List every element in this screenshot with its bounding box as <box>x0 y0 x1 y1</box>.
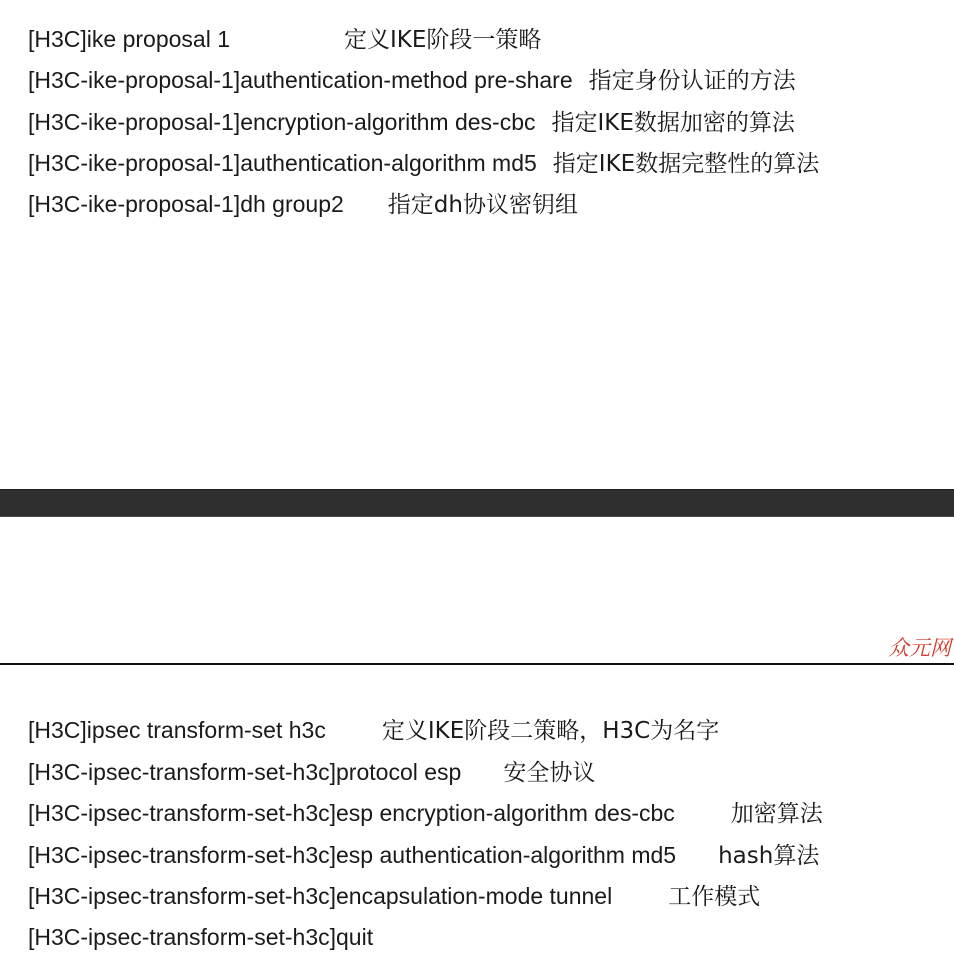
comment-text: 指定IKE数据加密的算法 <box>551 110 795 136</box>
page-separator <box>0 489 954 517</box>
comment-text: 定义IKE阶段一策略 <box>344 27 542 53</box>
comment-text: 安全协议 <box>503 760 596 786</box>
ipsec-quit-line <box>28 922 373 952</box>
command-text: [H3C]ipsec transform-set h3c <box>28 717 326 743</box>
command-text: [H3C-ipsec-transform-set-h3c]quit <box>28 924 374 950</box>
ike-proposal-line <box>28 24 541 54</box>
header-rule <box>0 663 954 665</box>
command-text: [H3C-ipsec-transform-set-h3c]esp authentication-algorithm md5 <box>28 842 677 868</box>
comment-text: 工作模式 <box>668 884 761 910</box>
ike-encryption-line <box>28 107 795 137</box>
ipsec-transform-set-line <box>28 715 719 745</box>
comment-text: 指定dh协议密钥组 <box>387 192 578 218</box>
command-text: [H3C-ike-proposal-1]authentication-method pre-share <box>28 67 573 93</box>
command-text: [H3C-ike-proposal-1]dh group2 <box>28 191 344 217</box>
comment-text: hash算法 <box>718 843 820 869</box>
ipsec-encryption-line <box>28 798 823 828</box>
watermark-logo: 众元网 <box>888 636 951 660</box>
comment-text: 指定IKE数据完整性的算法 <box>552 151 820 177</box>
ipsec-encapsulation-line <box>28 881 760 911</box>
ike-auth-method-line <box>28 65 796 95</box>
comment-text: 定义IKE阶段二策略，H3C为名字 <box>381 718 720 744</box>
command-text: [H3C]ike proposal 1 <box>28 26 230 52</box>
ipsec-protocol-line <box>28 757 595 787</box>
command-text: [H3C-ipsec-transform-set-h3c]esp encryption-algorithm des-cbc <box>28 800 675 826</box>
comment-text: 指定身份认证的方法 <box>588 68 796 94</box>
ipsec-authentication-line <box>28 840 819 870</box>
ike-dh-group-line <box>28 189 578 219</box>
command-text: [H3C-ipsec-transform-set-h3c]encapsulation-mode tunnel <box>28 883 613 909</box>
comment-text: 加密算法 <box>730 801 823 827</box>
command-text: [H3C-ike-proposal-1]encryption-algorithm des-cbc <box>28 109 536 135</box>
command-text: [H3C-ipsec-transform-set-h3c]protocol esp <box>28 759 462 785</box>
ike-auth-algorithm-line <box>28 148 819 178</box>
command-text: [H3C-ike-proposal-1]authentication-algorithm md5 <box>28 150 537 176</box>
